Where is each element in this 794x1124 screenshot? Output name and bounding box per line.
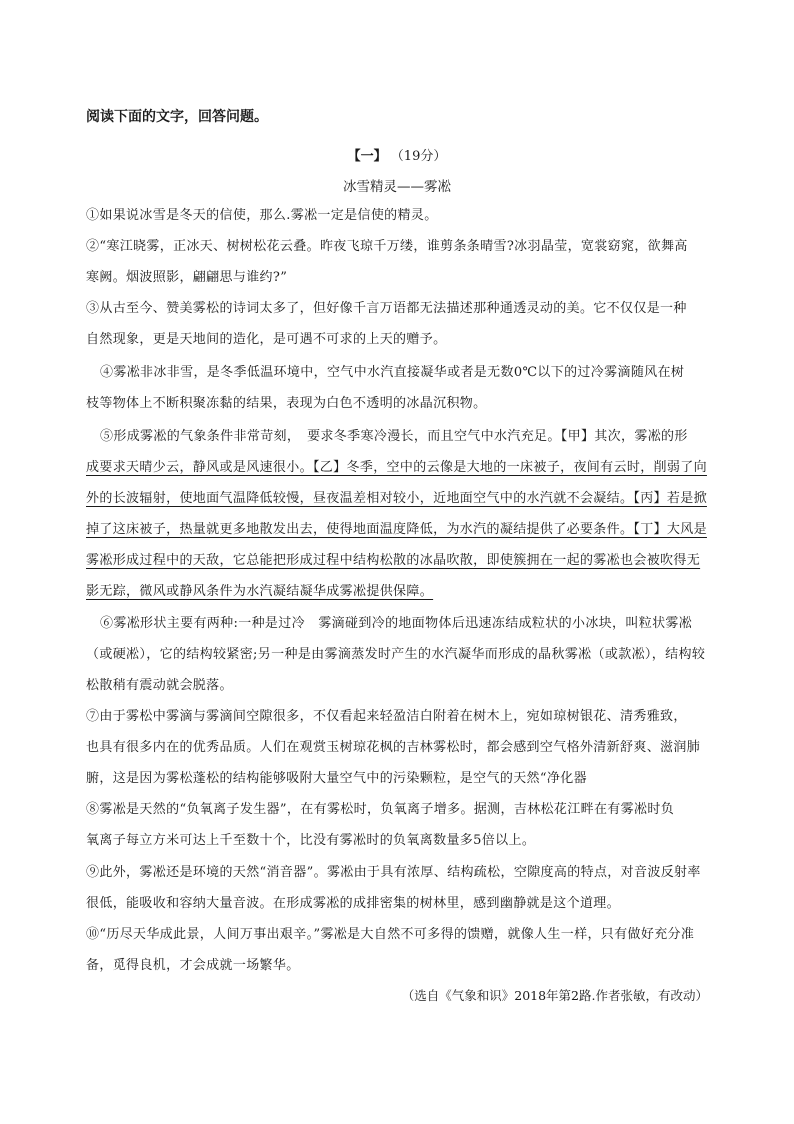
paragraph-line: ②“寒江晓雾，正冰天、树树松花云叠。昨夜飞琼千万缕，谁剪条条晴雪?冰羽晶莹，宽裳窈窕，欲舞高 [86, 239, 688, 254]
paragraph-2 [86, 231, 718, 293]
paragraph-5 [86, 421, 718, 607]
paragraph-line: ⑩“历尽天华成此景，人间万事出艰辛。”雾凇是大自然不可多得的馈赠，就像人生一样，只有做好充分准 [86, 927, 695, 942]
article-title: 冰雪精灵——雾凇 [343, 179, 451, 195]
paragraph-line: 自然现象，更是天地间的造化，是可遇不可求的上天的赠予。 [86, 332, 447, 347]
paragraph-4 [86, 357, 718, 419]
section-mark: 【一】 [347, 149, 387, 164]
paragraph-10 [86, 919, 718, 981]
paragraph-line: 松散稍有震动就会脱落。 [86, 678, 233, 693]
paragraph-9 [86, 857, 718, 919]
source-citation: （选自《气象和识》2018年第2路.作者张敏，有改动） [401, 988, 708, 1003]
paragraph-line: ⑦由于雾松中雾滴与雾滴间空隙很多，不仅看起来轻盈洁白附着在树木上，宛如琼树银花、清秀雅致， [86, 709, 687, 724]
paragraph-3 [86, 293, 718, 355]
paragraph-line: ⑨此外，雾凇还是环境的天然“消音器”。雾凇由于具有浓厚、结构疏松，空隙度高的特点，对音波反射率 [86, 865, 701, 880]
paragraph-line: 腑，这是因为雾松蓬松的结构能够吸附大量空气中的污染颗粒，是空气的天然“净化器 [86, 771, 587, 786]
paragraph-line: 也具有很多内在的优秀品质。人们在观赏玉树琼花枫的吉林雾松时，都会感到空气格外清新舒爽、滋润肺 [86, 740, 701, 755]
paragraph-8 [86, 794, 718, 856]
paragraph-1 [86, 200, 718, 231]
section-heading [0, 145, 794, 164]
paragraph-line: ①如果说冰雪是冬天的信使，那么.雾凇一定是信使的精灵。 [86, 208, 438, 223]
paragraph-line: 很低，能吸收和容纳大量音波。在形成雾凇的成排密集的树林里，感到幽静就是这个道理。 [86, 896, 621, 911]
paragraph-line: 枝等物体上不断积聚冻黏的结果，表现为白色不透明的冰晶沉积物。 [86, 396, 487, 411]
reading-instruction: 阅读下面的文字，回答问题。 [86, 109, 268, 125]
paragraph-7 [86, 701, 718, 794]
underlined-line: 外的长波辐射，使地面气温降低较慢，昼夜温差相对较小，近地面空气中的水汽就不会凝结。【丙】若是掀 [86, 491, 707, 506]
paragraph-line: ⑤形成雾凇的气象条件非常苛刻， 要求冬季寒冷漫长，而且空气中水汽充足。【甲】其次，雾凇的形 [100, 429, 688, 444]
underlined-line: 成要求天晴少云，静风或是风速很小。【乙】冬季，空中的云像是大地的一床被子，夜间有云时，削弱了向 [86, 460, 707, 475]
paragraph-line: ⑥雾凇形状主要有两种:一种是过冷 雾滴碰到冷的地面物体后迅速冻结成粒状的小冰块，叫粒状雾凇 [100, 616, 693, 631]
underlined-line: 影无踪，微风或静风条件为水汽凝结凝华成雾凇提供保障。 [86, 584, 434, 599]
paragraph-6 [86, 608, 718, 701]
underlined-line: 雾凇形成过程中的天敌，它总能把形成过程中结构松散的冰晶吹散，即使簇拥在一起的雾凇也会被吹得无 [86, 553, 701, 568]
paragraph-line: ④雾凇非冰非雪，是冬季低温环境中，空气中水汽直接凝华或者是无数0℃以下的过冷雾滴随风在树 [100, 365, 685, 380]
paragraph-line: 备，觅得良机，才会成就一场繁华。 [86, 958, 300, 973]
paragraph-line: 氧离子每立方米可达上千至数十个，比没有雾凇时的负氧离数量多5倍以上。 [86, 833, 536, 848]
paragraph-line: ⑧雾凇是天然的“负氧离子发生器”，在有雾松时，负氧离子增多。据测，吉林松花江畔在有雾凇时负 [86, 802, 675, 817]
paragraph-line: （或硬凇），它的结构较紧密;另一种是由雾滴蒸发时产生的水汽凝华而形成的晶秋雾凇（或款凇），结构较 [86, 647, 706, 662]
underlined-line: 掉了这床被子，热量就更多地散发出去，使得地面温度降低，为水汽的凝结提供了必要条件。【丁】大风是 [86, 522, 707, 537]
paragraph-line: 寒阙。烟波照影，翩翩思与谁约?” [86, 270, 288, 285]
section-score: （19分） [390, 149, 447, 164]
paragraph-line: ③从古至今、赞美雾松的诗词太多了，但好像千言万语都无法描述那种通透灵动的美。它不仅仅是一种 [86, 301, 687, 316]
